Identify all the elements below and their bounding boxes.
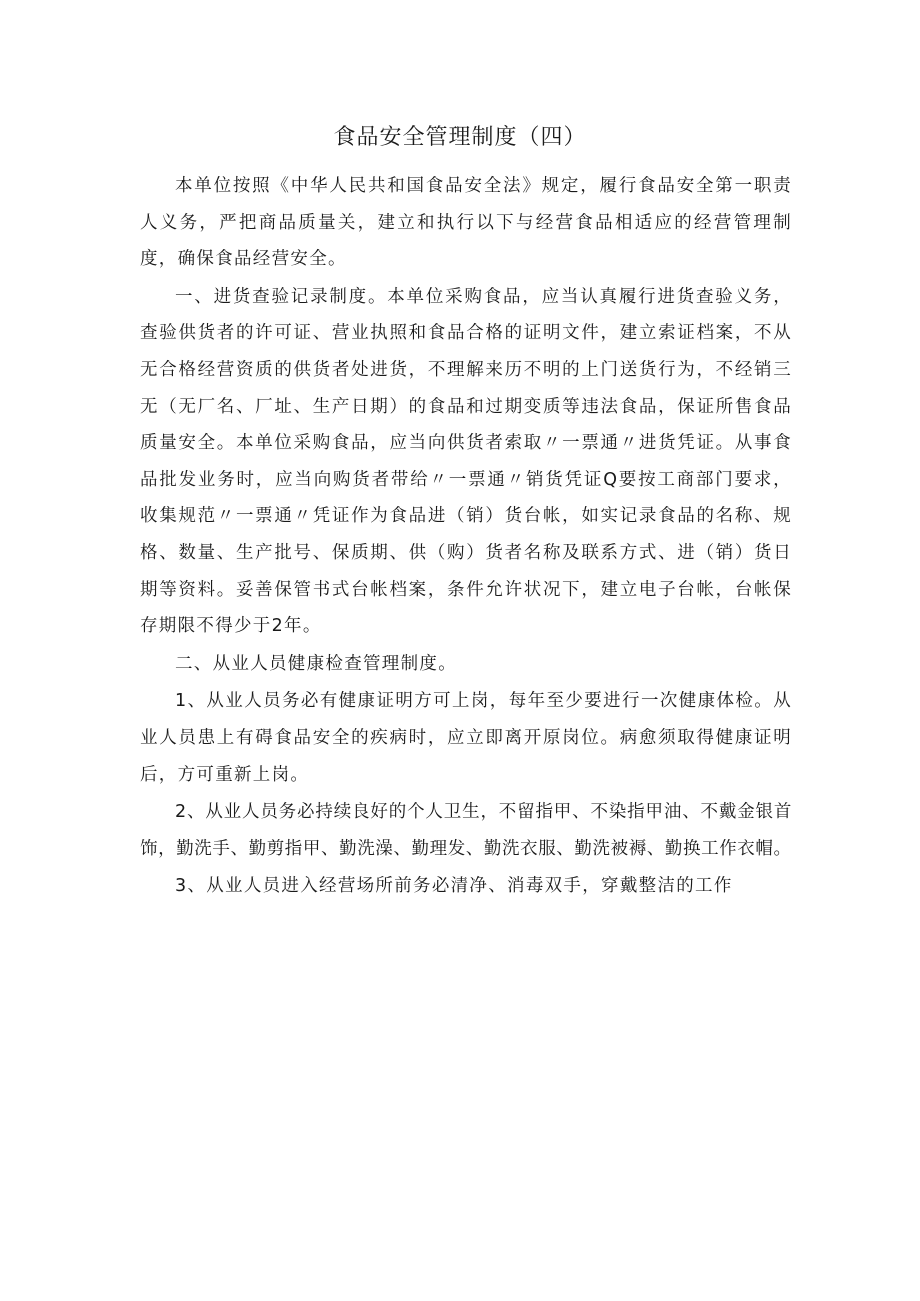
paragraph-health-3: 3、从业人员进入经营场所前务必清净、消毒双手，穿戴整洁的工作	[175, 876, 733, 897]
paragraph-health-heading: 二、从业人员健康检查管理制度。	[175, 653, 457, 674]
document-body	[140, 168, 792, 906]
paragraph-health-1: 1、从业人员务必有健康证明方可上岗，每年至少要进行一次健康体检。从业人员患上有碍食品安全的疾病时，应立即离开原岗位。病愈须取得健康证明后，方可重新上岗。	[140, 691, 792, 785]
paragraph-intro: 本单位按照《中华人民共和国食品安全法》规定，履行食品安全第一职责人义务，严把商品质量关，建立和执行以下与经营食品相适应的经营管理制度，确保食品经营安全。	[140, 176, 792, 270]
document-title: 食品安全管理制度（四）	[333, 125, 587, 150]
paragraph-health-2: 2、从业人员务必持续良好的个人卫生，不留指甲、不染指甲油、不戴金银首饰，勤洗手、勤剪指甲、勤洗澡、勤理发、勤洗衣服、勤洗被褥、勤换工作衣帽。	[140, 802, 792, 859]
paragraph-purchase-inspection: 一、进货查验记录制度。本单位采购食品，应当认真履行进货查验义务，查验供货者的许可证、营业执照和食品合格的证明文件，建立索证档案，不从无合格经营资质的供货者处进货，不理解来历不明的上门送货行为，不经销三无（无厂名、厂址、生产日期）的食品和过期变质等违法食品，保证所售食品质量安全。本单位采购食品，应当向供货者索取〃一票通〃进货凭证。从事食品批发业务时，应当向购货者带给〃一票通〃销货凭证Q要按工商部门要求，收集规范〃一票通〃凭证作为食品进（销）货台帐，如实记录食品的名称、规格、数量、生产批号、保质期、供（购）货者名称及联系方式、进（销）货日期等资料。妥善保管书式台帐档案，条件允许状况下，建立电子台帐，台帐保存期限不得少于2年。	[140, 286, 792, 637]
